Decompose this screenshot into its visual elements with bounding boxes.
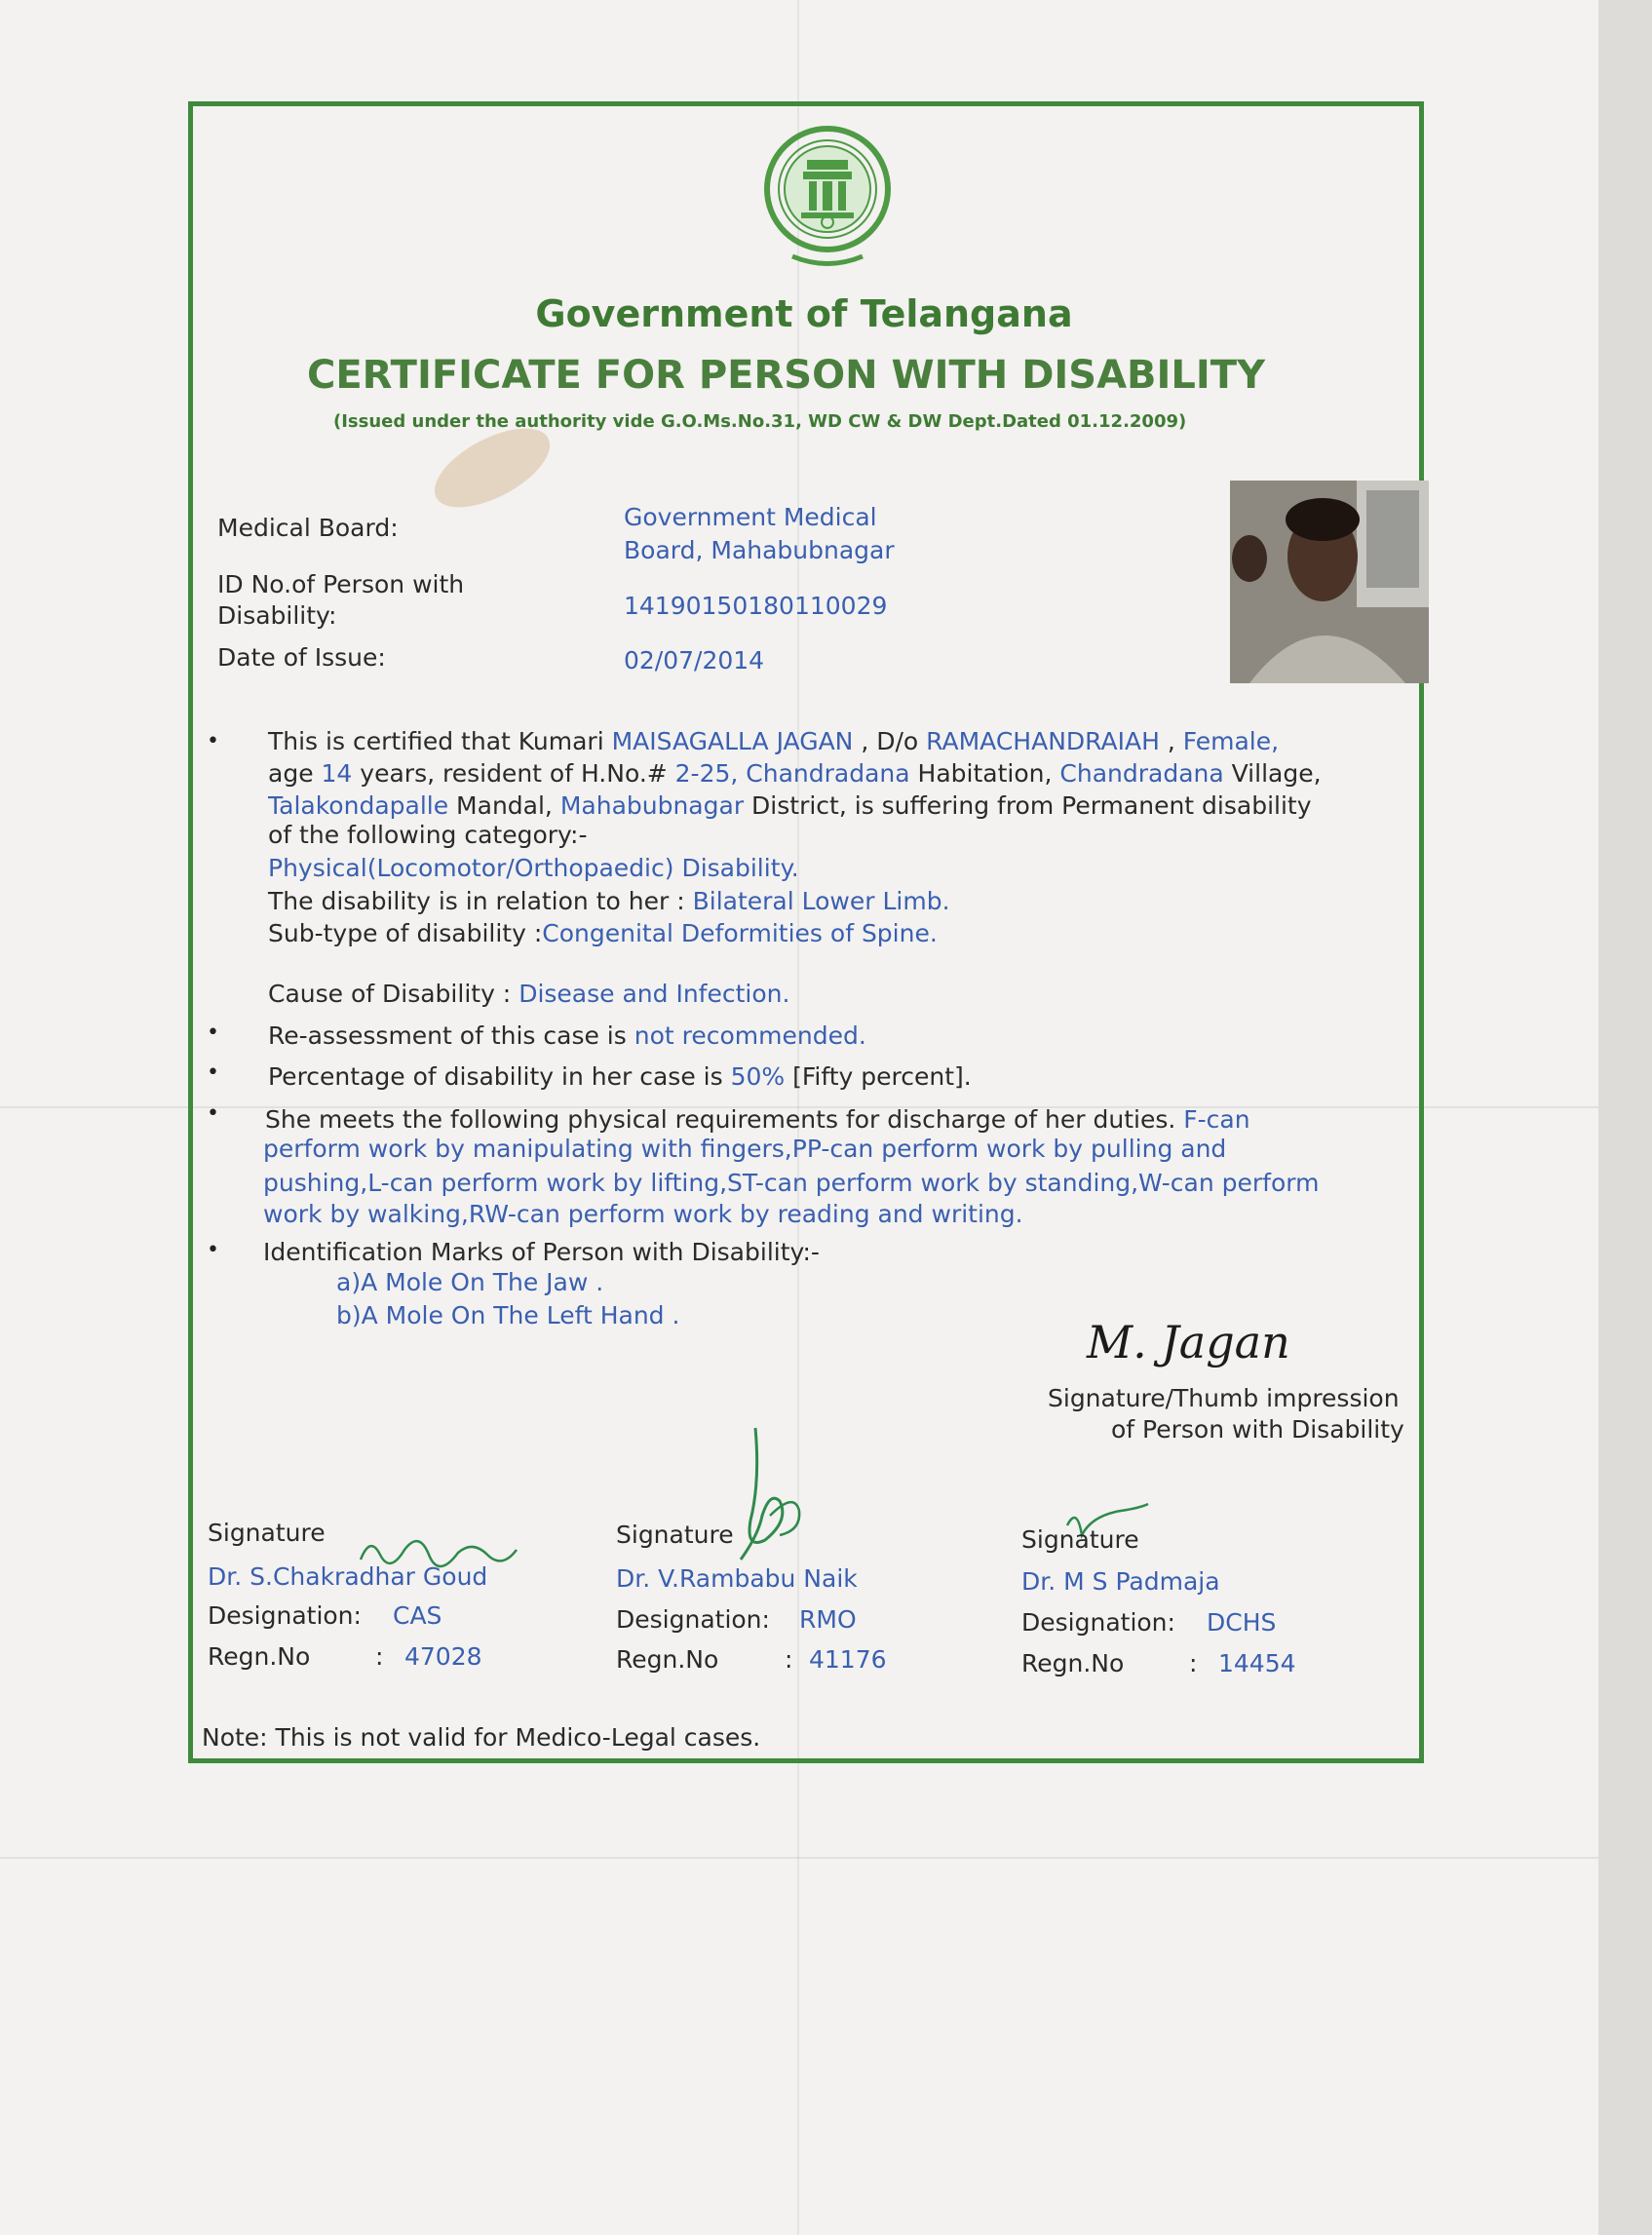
disability-cause: Cause of Disability : Disease and Infection.	[268, 980, 790, 1008]
body-line-4: of the following category:-	[268, 821, 588, 849]
fold-line	[0, 1857, 1598, 1859]
regn-label: Regn.No	[208, 1642, 311, 1671]
medical-board-value: Government Medical	[624, 503, 877, 531]
regn-separator: :	[1189, 1649, 1198, 1677]
designation-value: CAS	[393, 1601, 442, 1630]
reassessment: Re-assessment of this case is not recommended.	[268, 1021, 866, 1050]
physical-requirements: perform work by manipulating with fingers,PP-can perform work by pulling and	[263, 1135, 1227, 1163]
government-title: Government of Telangana	[535, 292, 1073, 335]
identification-mark: a)A Mole On The Jaw .	[336, 1268, 604, 1296]
regn-value: 41176	[809, 1645, 887, 1674]
age: 14	[321, 759, 353, 788]
signature-caption: of Person with Disability	[1111, 1415, 1404, 1444]
physical-requirements: She meets the following physical requirements for discharge of her duties. F-can	[265, 1105, 1250, 1134]
footer-note: Note: This is not valid for Medico-Legal cases.	[202, 1723, 761, 1752]
doctor-name: Dr. S.Chakradhar Goud	[208, 1562, 488, 1591]
regn-value: 14454	[1218, 1649, 1296, 1677]
disability-subtype: Sub-type of disability :Congenital Deformities of Spine.	[268, 919, 938, 947]
physical-requirements: pushing,L-can perform work by lifting,ST-can perform work by standing,W-can perform	[263, 1169, 1320, 1197]
parent-name: RAMACHANDRAIAH	[926, 727, 1160, 755]
certificate-title: CERTIFICATE FOR PERSON WITH DISABILITY	[307, 353, 1266, 398]
id-label: Disability:	[217, 601, 337, 630]
body-line-3: Talakondapalle Mandal, Mahabubnagar District, is suffering from Permanent disability	[268, 791, 1312, 820]
doctor-name: Dr. V.Rambabu Naik	[616, 1564, 858, 1593]
regn-separator: :	[375, 1642, 384, 1671]
date-value: 02/07/2014	[624, 646, 765, 674]
designation-label: Designation:	[208, 1601, 362, 1630]
regn-separator: :	[785, 1645, 793, 1674]
identification-mark: b)A Mole On The Left Hand .	[336, 1301, 680, 1329]
designation-label: Designation:	[616, 1605, 770, 1634]
regn-label: Regn.No	[1021, 1649, 1125, 1677]
gender: Female,	[1182, 727, 1280, 755]
regn-value: 47028	[404, 1642, 482, 1671]
house-number: 2-25,	[674, 759, 739, 788]
habitation: Chandradana	[746, 759, 910, 788]
identification-marks-label: Identification Marks of Person with Disability:-	[263, 1238, 820, 1266]
body-line-1: This is certified that Kumari MAISAGALLA JAGAN , D/o RAMACHANDRAIAH , Female,	[268, 727, 1280, 755]
signature-label: Signature	[616, 1521, 734, 1549]
regn-label: Regn.No	[616, 1645, 719, 1674]
date-label: Date of Issue:	[217, 643, 386, 672]
physical-requirements: work by walking,RW-can perform work by reading and writing.	[263, 1200, 1023, 1228]
person-signature: M. Jagan	[1087, 1316, 1290, 1368]
designation-value: DCHS	[1207, 1608, 1277, 1637]
designation-label: Designation:	[1021, 1608, 1175, 1637]
bullet: •	[207, 1060, 219, 1085]
disability-category: Physical(Locomotor/Orthopaedic) Disability.	[268, 854, 799, 882]
mandal: Talakondapalle	[268, 791, 449, 820]
signature-label: Signature	[208, 1519, 326, 1547]
medical-board-label: Medical Board:	[217, 514, 399, 542]
body-line-2: age 14 years, resident of H.No.# 2-25, Chandradana Habitation, Chandradana Village,	[268, 759, 1322, 788]
bullet: •	[207, 1021, 219, 1045]
doctor-name: Dr. M S Padmaja	[1021, 1567, 1220, 1596]
signature-label: Signature	[1021, 1525, 1139, 1554]
bullet: •	[207, 1238, 219, 1262]
disability-percentage: Percentage of disability in her case is 50% [Fifty percent].	[268, 1062, 972, 1091]
designation-value: RMO	[799, 1605, 857, 1634]
id-value: 14190150180110029	[624, 592, 888, 620]
disability-relation: The disability is in relation to her : Bilateral Lower Limb.	[268, 887, 950, 915]
telangana-emblem-icon	[758, 125, 897, 281]
id-label: ID No.of Person with	[217, 570, 465, 598]
village: Chandradana	[1059, 759, 1224, 788]
medical-board-value: Board, Mahabubnagar	[624, 536, 895, 564]
authority-note: (Issued under the authority vide G.O.Ms.No.31, WD CW & DW Dept.Dated 01.12.2009)	[333, 411, 1187, 432]
signature-caption: Signature/Thumb impression	[1048, 1384, 1400, 1412]
district: Mahabubnagar	[559, 791, 745, 820]
bullet: •	[207, 729, 219, 753]
person-name: MAISAGALLA JAGAN	[611, 727, 854, 755]
person-photo	[1230, 481, 1429, 683]
bullet: •	[207, 1101, 219, 1126]
